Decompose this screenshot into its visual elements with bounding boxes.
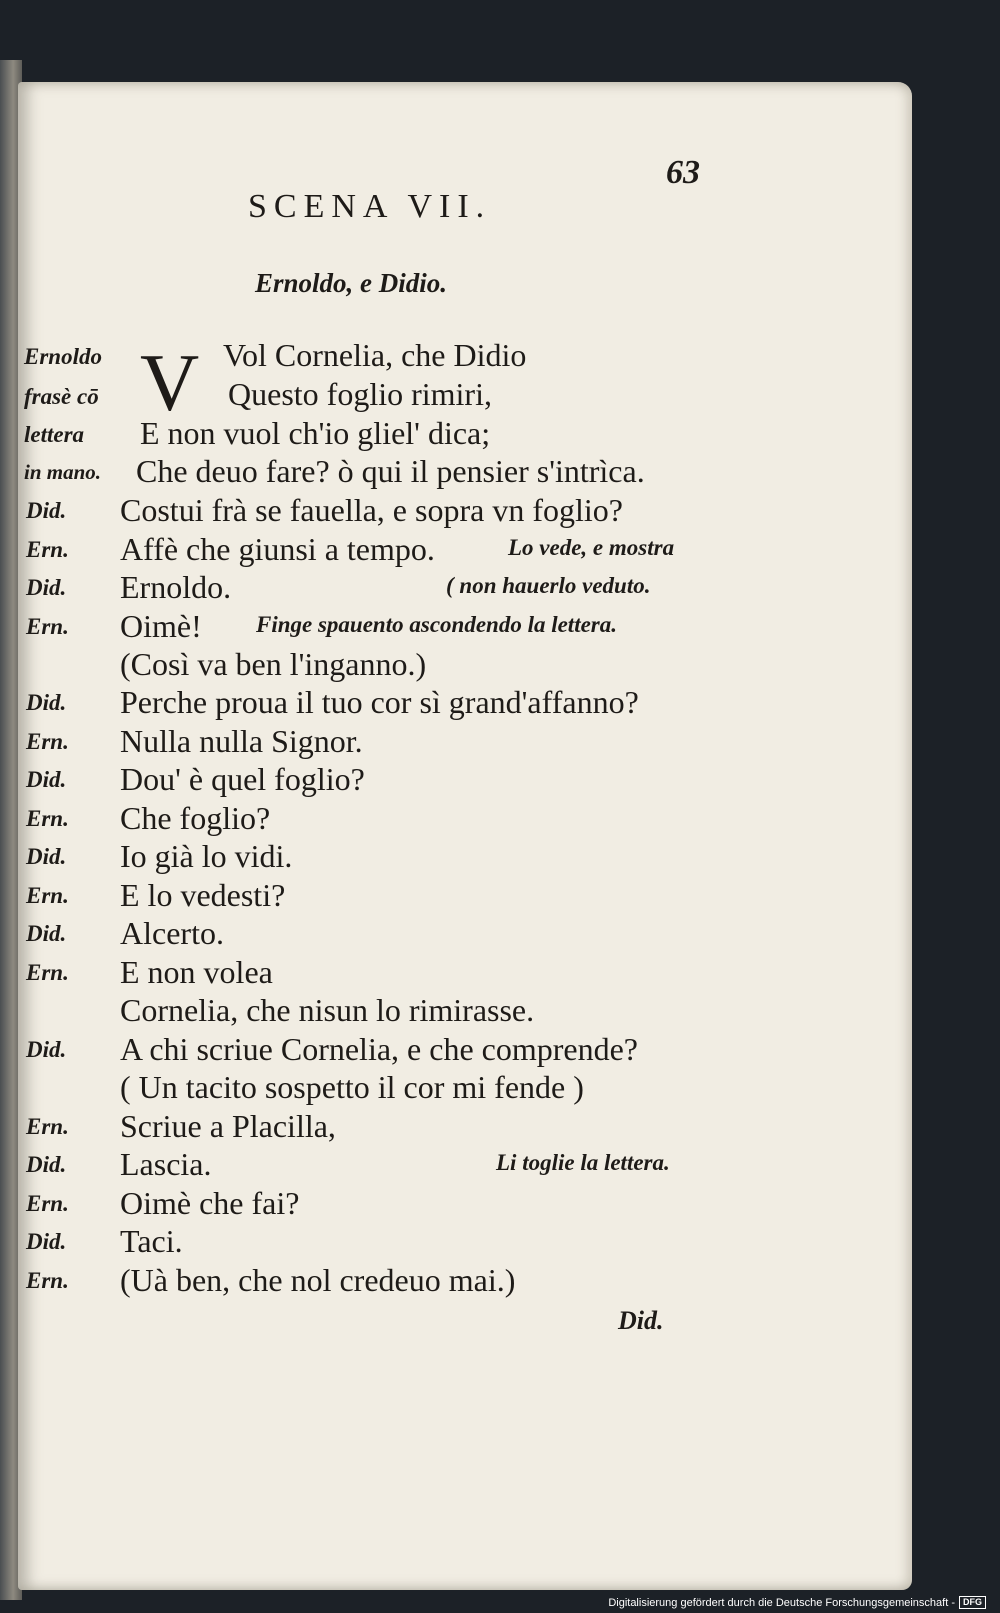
speaker-label: Did. [26,844,67,869]
speaker-label: Ern. [26,1268,69,1293]
speaker-label: Ern. [26,1114,69,1139]
speaker-label: Did. [26,690,67,715]
margin-note: in mano. [24,460,102,484]
speaker-label: Ern. [26,960,69,985]
speaker-label: Did. [26,921,67,946]
verse-line [18,337,898,377]
dialogue-line [18,646,898,686]
dialogue-line [18,531,898,571]
dialogue-line [18,492,898,532]
page-number: 63 [666,154,700,191]
dialogue-line [18,877,898,917]
verse-text: Oimè che fai? [120,1185,300,1221]
footer-text: Digitalisierung gefördert durch die Deutsche Forschungsgemeinschaft - [608,1596,955,1609]
speaker-label: Did. [26,498,67,523]
catchword: Did. [618,1306,664,1335]
scene-heading: SCENA VII. [248,188,492,225]
book-page [18,82,912,1590]
verse-text: Scriue a Placilla, [120,1108,336,1144]
dialogue-line [18,569,898,609]
dialogue-line [18,1185,898,1225]
dialogue-line [18,684,898,724]
verse-line [18,376,898,416]
verse-text: E non volea [120,954,273,990]
dialogue-line [18,1223,898,1263]
dialogue-line [18,1108,898,1148]
verse-line [18,453,898,493]
speaker-label: Did. [26,1037,67,1062]
speaker-label: Ernoldo [24,344,102,369]
speaker-label: Did. [26,1152,67,1177]
speaker-label: Did. [26,575,67,600]
verse-text: Perche proua il tuo cor sì grand'affanno? [120,684,639,720]
speaker-label: Ern. [26,537,69,562]
speaker-label: Ern. [26,729,69,754]
margin-note: lettera [24,422,85,447]
stage-direction: Finge spauento ascondendo la lettera. [256,612,617,637]
margin-note: frasè cō [24,384,99,409]
verse-text: Alcerto. [120,915,224,951]
verse-text: Dou' è quel foglio? [120,761,365,797]
speaker-label: Did. [26,767,67,792]
dialogue-line [18,608,898,648]
speaker-label: Ern. [26,614,69,639]
footer-credit [608,1596,986,1609]
verse-text: ( Un tacito sospetto il cor mi fende ) [120,1069,584,1105]
dfg-logo-icon: DFG [959,1596,986,1609]
dialogue-line [18,992,898,1032]
dialogue-line [18,838,898,878]
verse-text: (Così va ben l'inganno.) [120,646,427,682]
verse-text: Nulla nulla Signor. [120,723,363,759]
dialogue-line [18,761,898,801]
speaker-label: Did. [26,1229,67,1254]
verse-text: A chi scriue Cornelia, e che comprende? [120,1031,638,1067]
dialogue-line [18,1262,898,1302]
stage-direction: ( non hauerlo veduto. [446,573,651,598]
stage-direction: Lo vede, e mostra [508,535,675,560]
speaker-label: Ern. [26,1191,69,1216]
verse-text: Io già lo vidi. [120,838,293,874]
character-list: Ernoldo, e Didio. [255,268,448,298]
verse-text: Vol Cornelia, che Didio [223,337,527,373]
verse-line [18,415,898,455]
dialogue-line [18,915,898,955]
dialogue-line [18,954,898,994]
verse-text: Questo foglio rimiri, [228,376,492,412]
dialogue-line [18,800,898,840]
dialogue-line [18,1146,898,1186]
verse-text: E lo vedesti? [120,877,286,913]
verse-text: Che deuo fare? ò qui il pensier s'intrìca. [136,453,645,489]
drop-cap: V [140,337,200,428]
verse-text: Oimè! [120,608,202,644]
dialogue-line [18,723,898,763]
verse-text: Costui frà se fauella, e sopra vn foglio? [120,492,623,528]
verse-text: Affè che giunsi a tempo. [120,531,435,567]
verse-text: Lascia. [120,1146,212,1182]
verse-text: Taci. [120,1223,183,1259]
verse-text: Cornelia, che nisun lo rimirasse. [120,992,535,1028]
dialogue-line [18,1069,898,1109]
verse-text: Che foglio? [120,800,271,836]
stage-direction: Li toglie la lettera. [496,1150,670,1175]
verse-text: E non vuol ch'io gliel' dica; [140,415,491,451]
verse-text: (Uà ben, che nol credeuo mai.) [120,1262,516,1298]
speaker-label: Ern. [26,883,69,908]
speaker-label: Ern. [26,806,69,831]
verse-text: Ernoldo. [120,569,232,605]
dialogue-line [18,1031,898,1071]
